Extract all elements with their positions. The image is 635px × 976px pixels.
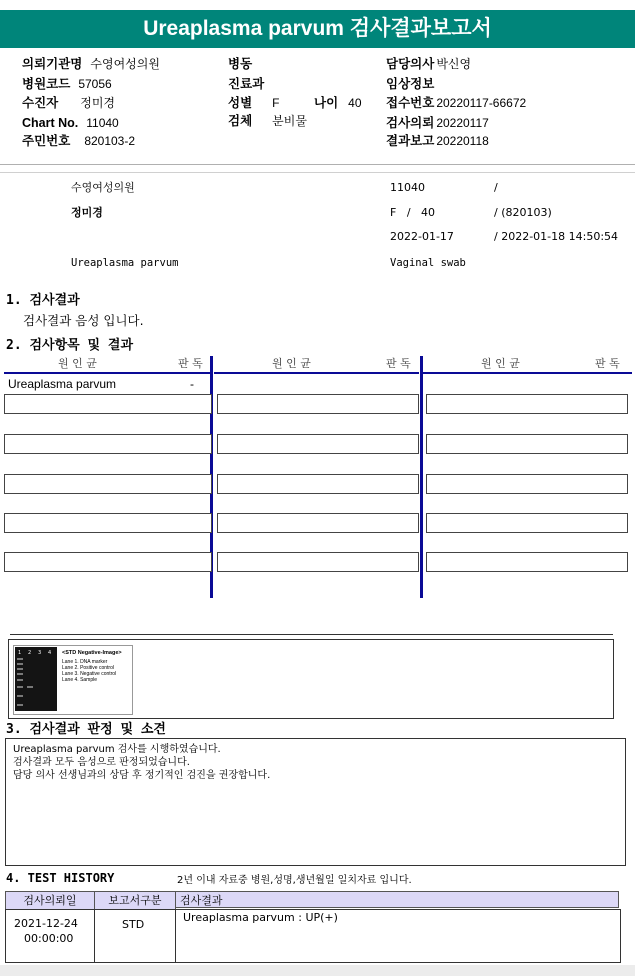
result-cell	[4, 394, 212, 414]
grid-header-col2	[214, 356, 419, 374]
col-header-result: 판 독	[595, 357, 620, 370]
header-hospital-name: 의뢰기관명 수영여성의원	[22, 57, 160, 71]
header-report-date: 결과보고 20220118	[386, 134, 489, 148]
result-cell	[217, 552, 419, 572]
info-birth: / (820103)	[494, 206, 552, 219]
result-cell	[4, 434, 212, 454]
history-header-result: 검사결과	[175, 891, 619, 908]
header-age: 나이 40	[314, 96, 362, 110]
gel-lane-label: 1	[18, 650, 22, 656]
history-col-divider	[175, 909, 176, 962]
history-time: 00:00:00	[24, 932, 74, 945]
gel-top-rule	[10, 634, 613, 635]
header-sex: 성별 F	[228, 96, 280, 110]
info-chart: 11040	[390, 181, 425, 194]
header-clinical-info: 임상정보	[386, 77, 435, 91]
result-cell	[4, 474, 212, 494]
result-cell	[426, 434, 628, 454]
gel-legend	[62, 650, 122, 683]
result-cell	[217, 513, 419, 533]
header-resident-no: 주민번호 820103-2	[22, 134, 136, 148]
history-header-type: 보고서구분	[94, 891, 176, 910]
history-col-divider	[94, 909, 95, 962]
col-header-result: 판 독	[386, 357, 411, 370]
comment-line: Ureaplasma parvum 검사를 시행하였습니다.	[13, 744, 221, 755]
info-report-datetime: / 2022-01-18 14:50:54	[494, 230, 619, 243]
grid-header-col3	[423, 356, 632, 374]
gel-legend-line: Lane 2. Positive control	[62, 665, 114, 671]
result-cell	[426, 513, 628, 533]
result-cell	[426, 474, 628, 494]
comment-line: 담당 의사 선생님과의 상담 후 정기적인 검진을 권장합니다.	[13, 770, 271, 781]
gel-legend-line: Lane 3. Negative control	[62, 671, 117, 677]
header-ward: 병동	[228, 57, 253, 71]
section1-title: 1. 검사결과	[6, 293, 80, 308]
header-receipt-no: 접수번호 20220117-66672	[386, 96, 527, 110]
info-request-date: 2022-01-17	[390, 230, 454, 243]
section2-title: 2. 검사항목 및 결과	[6, 338, 134, 353]
section3-title: 3. 검사결과 판정 및 소견	[6, 722, 166, 737]
result-cell	[217, 434, 419, 454]
header-chart-no: Chart No. 11040	[22, 116, 119, 130]
header-divider-secondary	[0, 172, 635, 173]
col-header-result: 판 독	[178, 357, 203, 370]
gel-lane-label: 3	[38, 650, 42, 656]
result-cell	[4, 513, 212, 533]
section4-title: 4. TEST HISTORY	[6, 871, 115, 885]
history-type: STD	[122, 918, 145, 931]
info-patient: 정미경	[71, 206, 103, 219]
history-result: Ureaplasma parvum : UP(+)	[183, 911, 338, 924]
header-specimen: 검체 분비물	[228, 114, 307, 128]
gel-legend-title: <STD Negative-Image>	[62, 650, 122, 656]
gel-legend-line: Lane 1. DNA marker	[62, 659, 108, 665]
gel-lane-label: 4	[48, 650, 52, 656]
result-cell	[217, 474, 419, 494]
gel-image	[13, 645, 133, 715]
header-department: 진료과	[228, 77, 265, 91]
result-cell	[426, 394, 628, 414]
grid-header-col1	[4, 356, 211, 374]
header-patient: 수진자 정미경	[22, 96, 116, 110]
info-sex-age: F / 40	[390, 206, 436, 219]
result-cell	[426, 552, 628, 572]
col-header-organism: 원 인 균	[481, 357, 520, 370]
header-hospital-code: 병원코드 57056	[22, 77, 112, 91]
info-hospital: 수영여성의원	[71, 181, 135, 194]
comment-line: 검사결과 모두 음성으로 판정되었습니다.	[13, 757, 190, 768]
comment-text	[13, 743, 270, 782]
header-request-date: 검사의뢰 20220117	[386, 116, 489, 130]
gel-legend-line: Lane 4. Sample	[62, 677, 98, 683]
grid-divider	[420, 356, 423, 598]
col-header-organism: 원 인 균	[272, 357, 311, 370]
result-cell	[217, 394, 419, 414]
report-title: Ureaplasma parvum 검사결과보고서	[0, 10, 635, 48]
info-test-name: Ureaplasma parvum	[71, 257, 179, 269]
info-slash: /	[494, 181, 498, 194]
result-row-organism: Ureaplasma parvum	[8, 377, 117, 391]
result-cell	[4, 552, 212, 572]
gel-photo	[15, 647, 57, 711]
result-row-result: -	[190, 377, 194, 391]
history-date: 2021-12-24	[14, 917, 78, 930]
info-specimen: Vaginal swab	[390, 257, 466, 269]
history-note: 2년 이내 자료중 병원,성명,생년월일 일치자료 입니다.	[177, 875, 412, 886]
section1-result-text: 검사결과 음성 입니다.	[23, 313, 144, 328]
header-divider	[0, 164, 635, 165]
col-header-organism: 원 인 균	[58, 357, 97, 370]
header-doctor: 담당의사 박신영	[386, 57, 472, 71]
gel-lane-label: 2	[28, 650, 32, 656]
history-header-date: 검사의뢰일	[5, 891, 95, 910]
